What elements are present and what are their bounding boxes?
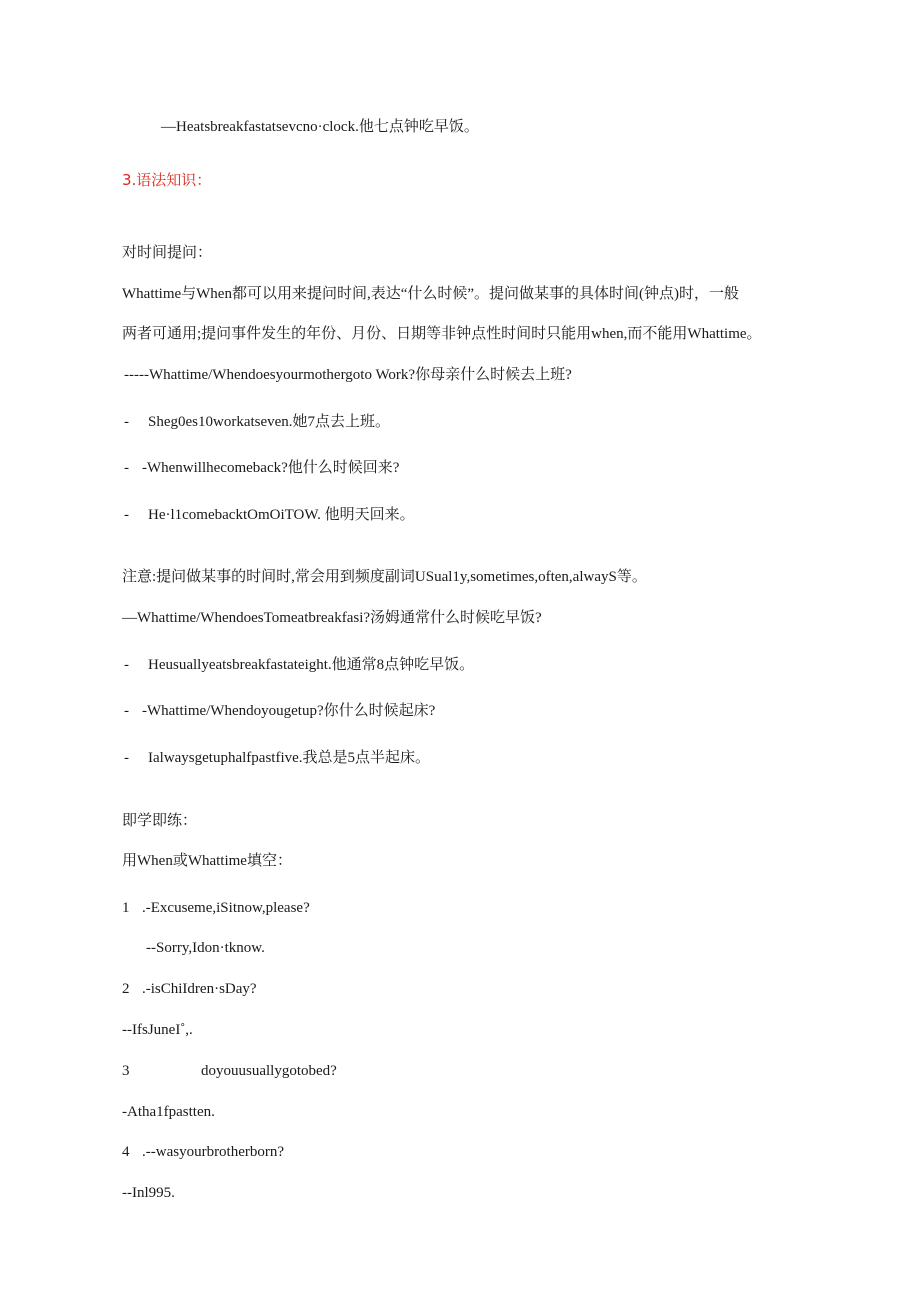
list-dash: - xyxy=(124,703,129,719)
question-number: 2 xyxy=(122,981,130,997)
note-line: 注意:提问做某事的时间时,常会用到频度副词USual1y,sometimes,often,alwayS等。 xyxy=(122,569,647,585)
example-line: -Whattime/Whendoyougetup?你什么时候起床? xyxy=(142,703,436,719)
paragraph-line: Whattime与When都可以用来提问时间,表达“什么时候”。提问做某事的具体时间(钟点)时，一般 xyxy=(122,286,740,302)
answer-text: -Atha1fpastten. xyxy=(122,1104,215,1120)
question-number: 1 xyxy=(122,900,130,916)
paragraph-line: 两者可通用;提问事件发生的年份、月份、日期等非钟点性时间时只能用when,而不能用Whattime。 xyxy=(122,326,762,342)
answer-text: --IfsJuneI˚,. xyxy=(122,1022,193,1038)
answer-text: --Sorry,Idon·tknow. xyxy=(146,940,265,956)
list-dash: - xyxy=(124,460,129,476)
practice-title: 即学即练： xyxy=(122,811,198,829)
example-line: —Heatsbreakfastatsevcno·clock.他七点钟吃早饭。 xyxy=(161,119,479,135)
section-title: 3.语法知识： xyxy=(122,171,212,189)
example-line: He·l1comebacktOmOiTOW. 他明天回来。 xyxy=(148,507,415,523)
question-text: doyouusuallygotobed? xyxy=(201,1063,337,1079)
example-line: —Whattime/WhendoesTomeatbreakfasi?汤姆通常什么时候吃早饭? xyxy=(122,610,542,626)
practice-instruction: 用When或Whattime填空： xyxy=(122,853,292,869)
question-text: .-Excuseme,iSitnow,please? xyxy=(142,900,310,916)
list-dash: - xyxy=(124,657,129,673)
question-number: 4 xyxy=(122,1144,130,1160)
list-dash: - xyxy=(124,414,129,430)
example-line: Heusuallyeatsbreakfastateight.他通常8点钟吃早饭。 xyxy=(148,657,475,673)
list-dash: - xyxy=(124,507,129,523)
example-line: -Whenwillhecomeback?他什么时候回来? xyxy=(142,460,400,476)
answer-text: --Inl995. xyxy=(122,1185,175,1201)
question-number: 3 xyxy=(122,1063,130,1079)
question-text: .--wasyourbrotherborn? xyxy=(142,1144,285,1160)
subheading: 对时间提问： xyxy=(122,243,213,261)
example-line: Ialwaysgetuphalfpastfive.我总是5点半起床。 xyxy=(148,750,431,766)
example-line: -----Whattime/Whendoesyourmothergoto Work?你母亲什么时候去上班? xyxy=(124,367,572,383)
example-line: Sheg0es10workatseven.她7点去上班。 xyxy=(148,414,391,430)
question-text: .-isChiIdren·sDay? xyxy=(142,981,257,997)
list-dash: - xyxy=(124,750,129,766)
